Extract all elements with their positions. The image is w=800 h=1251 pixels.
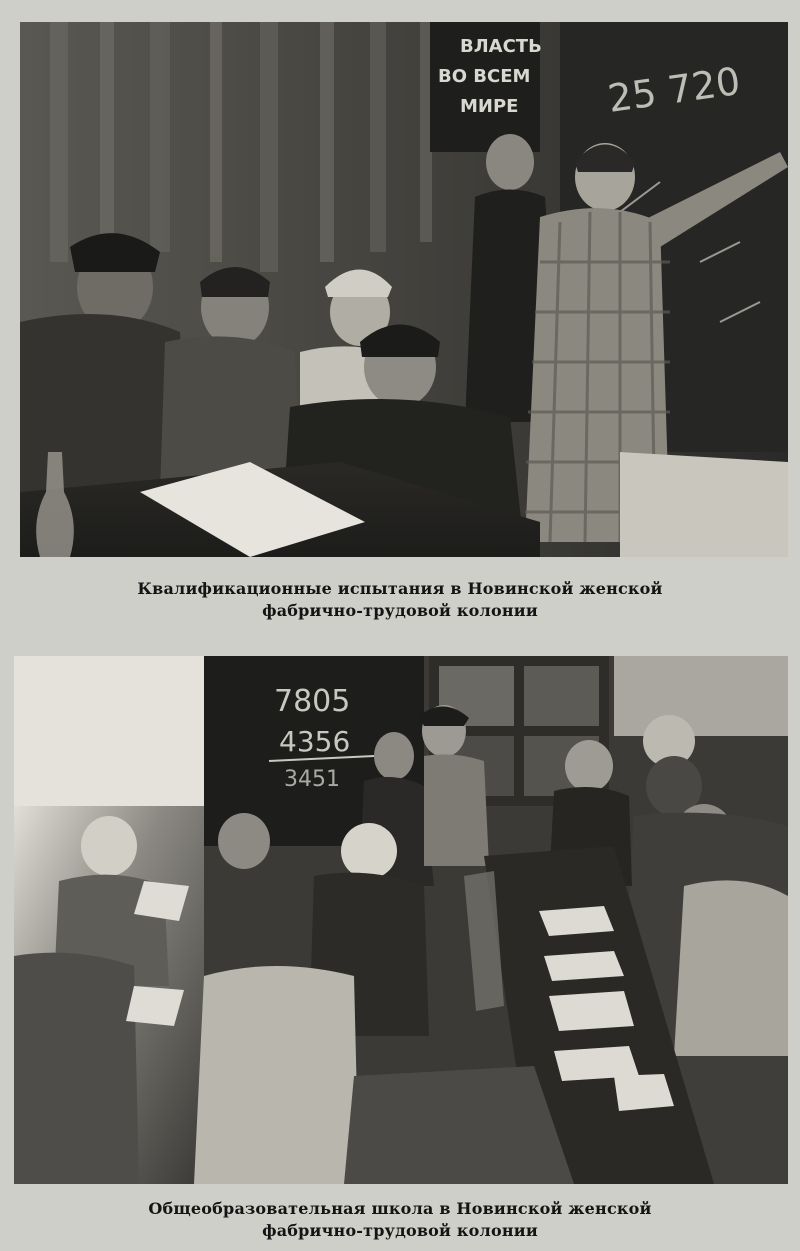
blackboard-writing-line-3: 3451 bbox=[284, 767, 340, 792]
photo-general-school bbox=[14, 656, 788, 1184]
blackboard-sign-line-1: ВЛАСТЬ bbox=[460, 36, 542, 57]
caption-line: фабрично-трудовой колонии bbox=[262, 1221, 538, 1240]
blackboard-sign-line-2: ВО ВСЕМ bbox=[438, 66, 531, 87]
photo-qualification-tests bbox=[20, 22, 788, 557]
caption-line: фабрично-трудовой колонии bbox=[262, 601, 538, 620]
caption-qualification-tests bbox=[0, 578, 800, 622]
caption-line: Общеобразовательная школа в Новинской женской bbox=[148, 1199, 652, 1218]
blackboard-writing-line-1: 7805 bbox=[274, 684, 351, 719]
blackboard-writing: 25 720 bbox=[605, 58, 743, 121]
blackboard-sign-line-3: МИРЕ bbox=[460, 96, 519, 117]
blackboard-writing-line-2: 4356 bbox=[279, 725, 351, 758]
caption-general-school bbox=[0, 1198, 800, 1242]
caption-line: Квалификационные испытания в Новинской женской bbox=[137, 579, 663, 598]
